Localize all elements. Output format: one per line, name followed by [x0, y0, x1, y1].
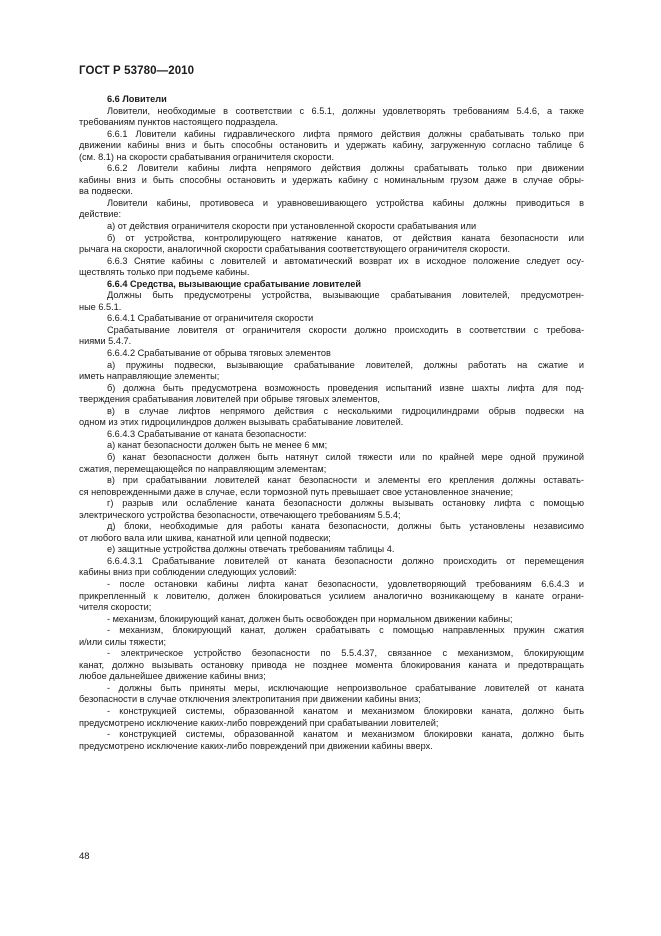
- text-line: рычага на скорости, аналогичной скорости срабатывания соответствующего ограничителя скорости.: [79, 244, 511, 255]
- text-line: Срабатывание ловителя от ограничителя скорости должно происходить в соответствии с требова-: [107, 324, 584, 335]
- text-line: в) при срабатывании ловителей канат безопасности и элементы его крепления должны оставать-: [107, 475, 584, 486]
- text-line: б) канат безопасности должен быть натянут силой тяжести или по крайней мере одной пружиной: [107, 451, 584, 462]
- text-line: 6.6.4.3 Срабатывание от каната безопасности:: [107, 428, 307, 439]
- text-line: от любого вала или шкива, канатной или цепной подвески;: [79, 532, 331, 543]
- text-line: б) от устройства, контролирующего натяжение канатов, от действия каната безопасности или: [107, 232, 584, 243]
- text-line: кабины вниз при соблюдении следующих условий:: [79, 567, 297, 578]
- text-line: безопасности в случае отключения электропитания при движении кабины вниз;: [79, 694, 421, 705]
- page-body: [79, 94, 584, 752]
- text-line: (см. 8.1) на скорости срабатывания ограничителя скорости.: [79, 151, 335, 162]
- text-line: чителя скорости;: [79, 602, 152, 613]
- text-line: 6.6.2 Ловители кабины лифта непрямого действия должны срабатывать только при движении: [107, 163, 584, 174]
- text-line: а) канат безопасности должен быть не менее 6 мм;: [107, 440, 328, 451]
- text-line: иметь направляющие элементы;: [79, 371, 220, 382]
- document-header: ГОСТ Р 53780—2010: [79, 65, 195, 77]
- text-line: кабины вниз и быть способны остановить и удержать кабину с номинальным грузом даже в случае обры-: [79, 174, 584, 185]
- text-line: любое дальнейшее движение кабины вниз;: [79, 671, 266, 682]
- text-line: а) от действия ограничителя скорости при установленной скорости срабатывания или: [107, 221, 477, 232]
- subsection-heading: 6.6.4 Средства, вызывающие срабатывание ловителей: [107, 278, 362, 289]
- text-line: 6.6.4.1 Срабатывание от ограничителя скорости: [107, 313, 314, 324]
- text-line: 6.6.1 Ловители кабины гидравлического лифта прямого действия должны срабатывать только при: [107, 128, 584, 139]
- text-line: и/или силы тяжести;: [79, 636, 167, 647]
- text-line: - механизм, блокирующий канат, должен срабатывать с помощью направленных пружин сжатия: [107, 625, 584, 636]
- text-line: - конструкцией системы, образованной канатом и механизмом блокировки каната, должно быть: [107, 729, 584, 740]
- text-line: канат, должно вызывать остановку привода не позднее момента блокирования каната и предотвращать: [79, 659, 584, 670]
- text-line: - после остановки кабины лифта канат безопасности, удовлетворяющий требованиям 6.6.4.3 и: [107, 578, 584, 589]
- text-line: предусмотрено исключение каких-либо повреждений при срабатывании ловителей;: [79, 717, 439, 728]
- text-line: - механизм, блокирующий канат, должен быть освобожден при нормальном движении кабины;: [107, 613, 513, 624]
- section-heading: 6.6 Ловители: [107, 94, 167, 104]
- text-line: сжатия, перемещающейся по направляющим элементам;: [79, 463, 327, 474]
- text-line: е) защитные устройства должны отвечать требованиям таблицы 4.: [107, 544, 395, 555]
- text-line: 6.6.3 Снятие кабины с ловителей и автоматический возврат их в исходное положение следует осу-: [107, 255, 584, 266]
- text-line: прикрепленный к ловителю, должен блокироваться усилием аналогично возникающему в канате ограни-: [79, 590, 584, 601]
- text-line: 6.6.4.2 Срабатывание от обрыва тяговых элементов: [107, 348, 331, 359]
- text-line: - электрическое устройство безопасности по 5.5.4.37, связанное с механизмом, блокирующим: [107, 648, 584, 659]
- text-line: - конструкцией системы, образованной канатом и механизмом блокировки каната, должно быть: [107, 705, 584, 716]
- text-line: Ловители, необходимые в соответствии с 6.5.1, должны удовлетворять требованиям 5.4.6, а также: [107, 105, 584, 116]
- text-line: движении кабины вниз и быть способны остановить и удержать кабину, загруженную согласно таблице 6: [79, 140, 584, 151]
- text-line: электрического устройства безопасности, отвечающего требованиям 5.5.4;: [79, 509, 401, 520]
- text-line: 6.6.4.3.1 Срабатывание ловителей от каната безопасности должно происходить от перемещения: [107, 555, 584, 566]
- text-line: одном из этих гидроцилиндров должен вызывать срабатывание ловителей.: [79, 417, 404, 428]
- page-number: 48: [79, 851, 90, 862]
- text-line: требованиям пунктов настоящего подраздела.: [79, 117, 278, 128]
- text-line: ществлять только при подъеме кабины.: [79, 267, 250, 278]
- text-line: д) блоки, необходимые для работы каната безопасности, должны быть установлены независимо: [107, 521, 584, 532]
- text-line: ные 6.5.1.: [79, 301, 122, 312]
- text-line: б) должна быть предусмотрена возможность проведения испытаний извне шахты лифта для под-: [107, 382, 584, 393]
- text-line: Ловители кабины, противовеса и уравновешивающего устройства кабины должны приводиться в: [107, 197, 584, 208]
- text-line: тверждения срабатывания ловителей при обрыве тяговых элементов,: [79, 394, 380, 405]
- text-line: предусмотрено исключение каких-либо повреждений при движении кабины вверх.: [79, 740, 433, 751]
- text-line: в) в случае лифтов непрямого действия с несколькими гидроцилиндрами обрыв подвески на: [107, 405, 584, 416]
- text-line: действие:: [79, 209, 122, 220]
- text-line: ниями 5.4.7.: [79, 336, 132, 347]
- text-line: а) пружины подвески, вызывающие срабатывание ловителей, должны работать на сжатие и: [107, 359, 584, 370]
- text-line: ся неповрежденными даже в случае, если тормозной путь превышает свое установленное значение;: [79, 486, 514, 497]
- text-line: ва подвески.: [79, 186, 133, 197]
- text-line: Должны быть предусмотрены устройства, вызывающие срабатывания ловителей, предусмотрен-: [107, 290, 584, 301]
- text-line: - должны быть приняты меры, исключающие непроизвольное срабатывание ловителей от каната: [107, 682, 584, 693]
- text-line: г) разрыв или ослабление каната безопасности должны вызывать остановку лифта с помощью: [107, 498, 584, 509]
